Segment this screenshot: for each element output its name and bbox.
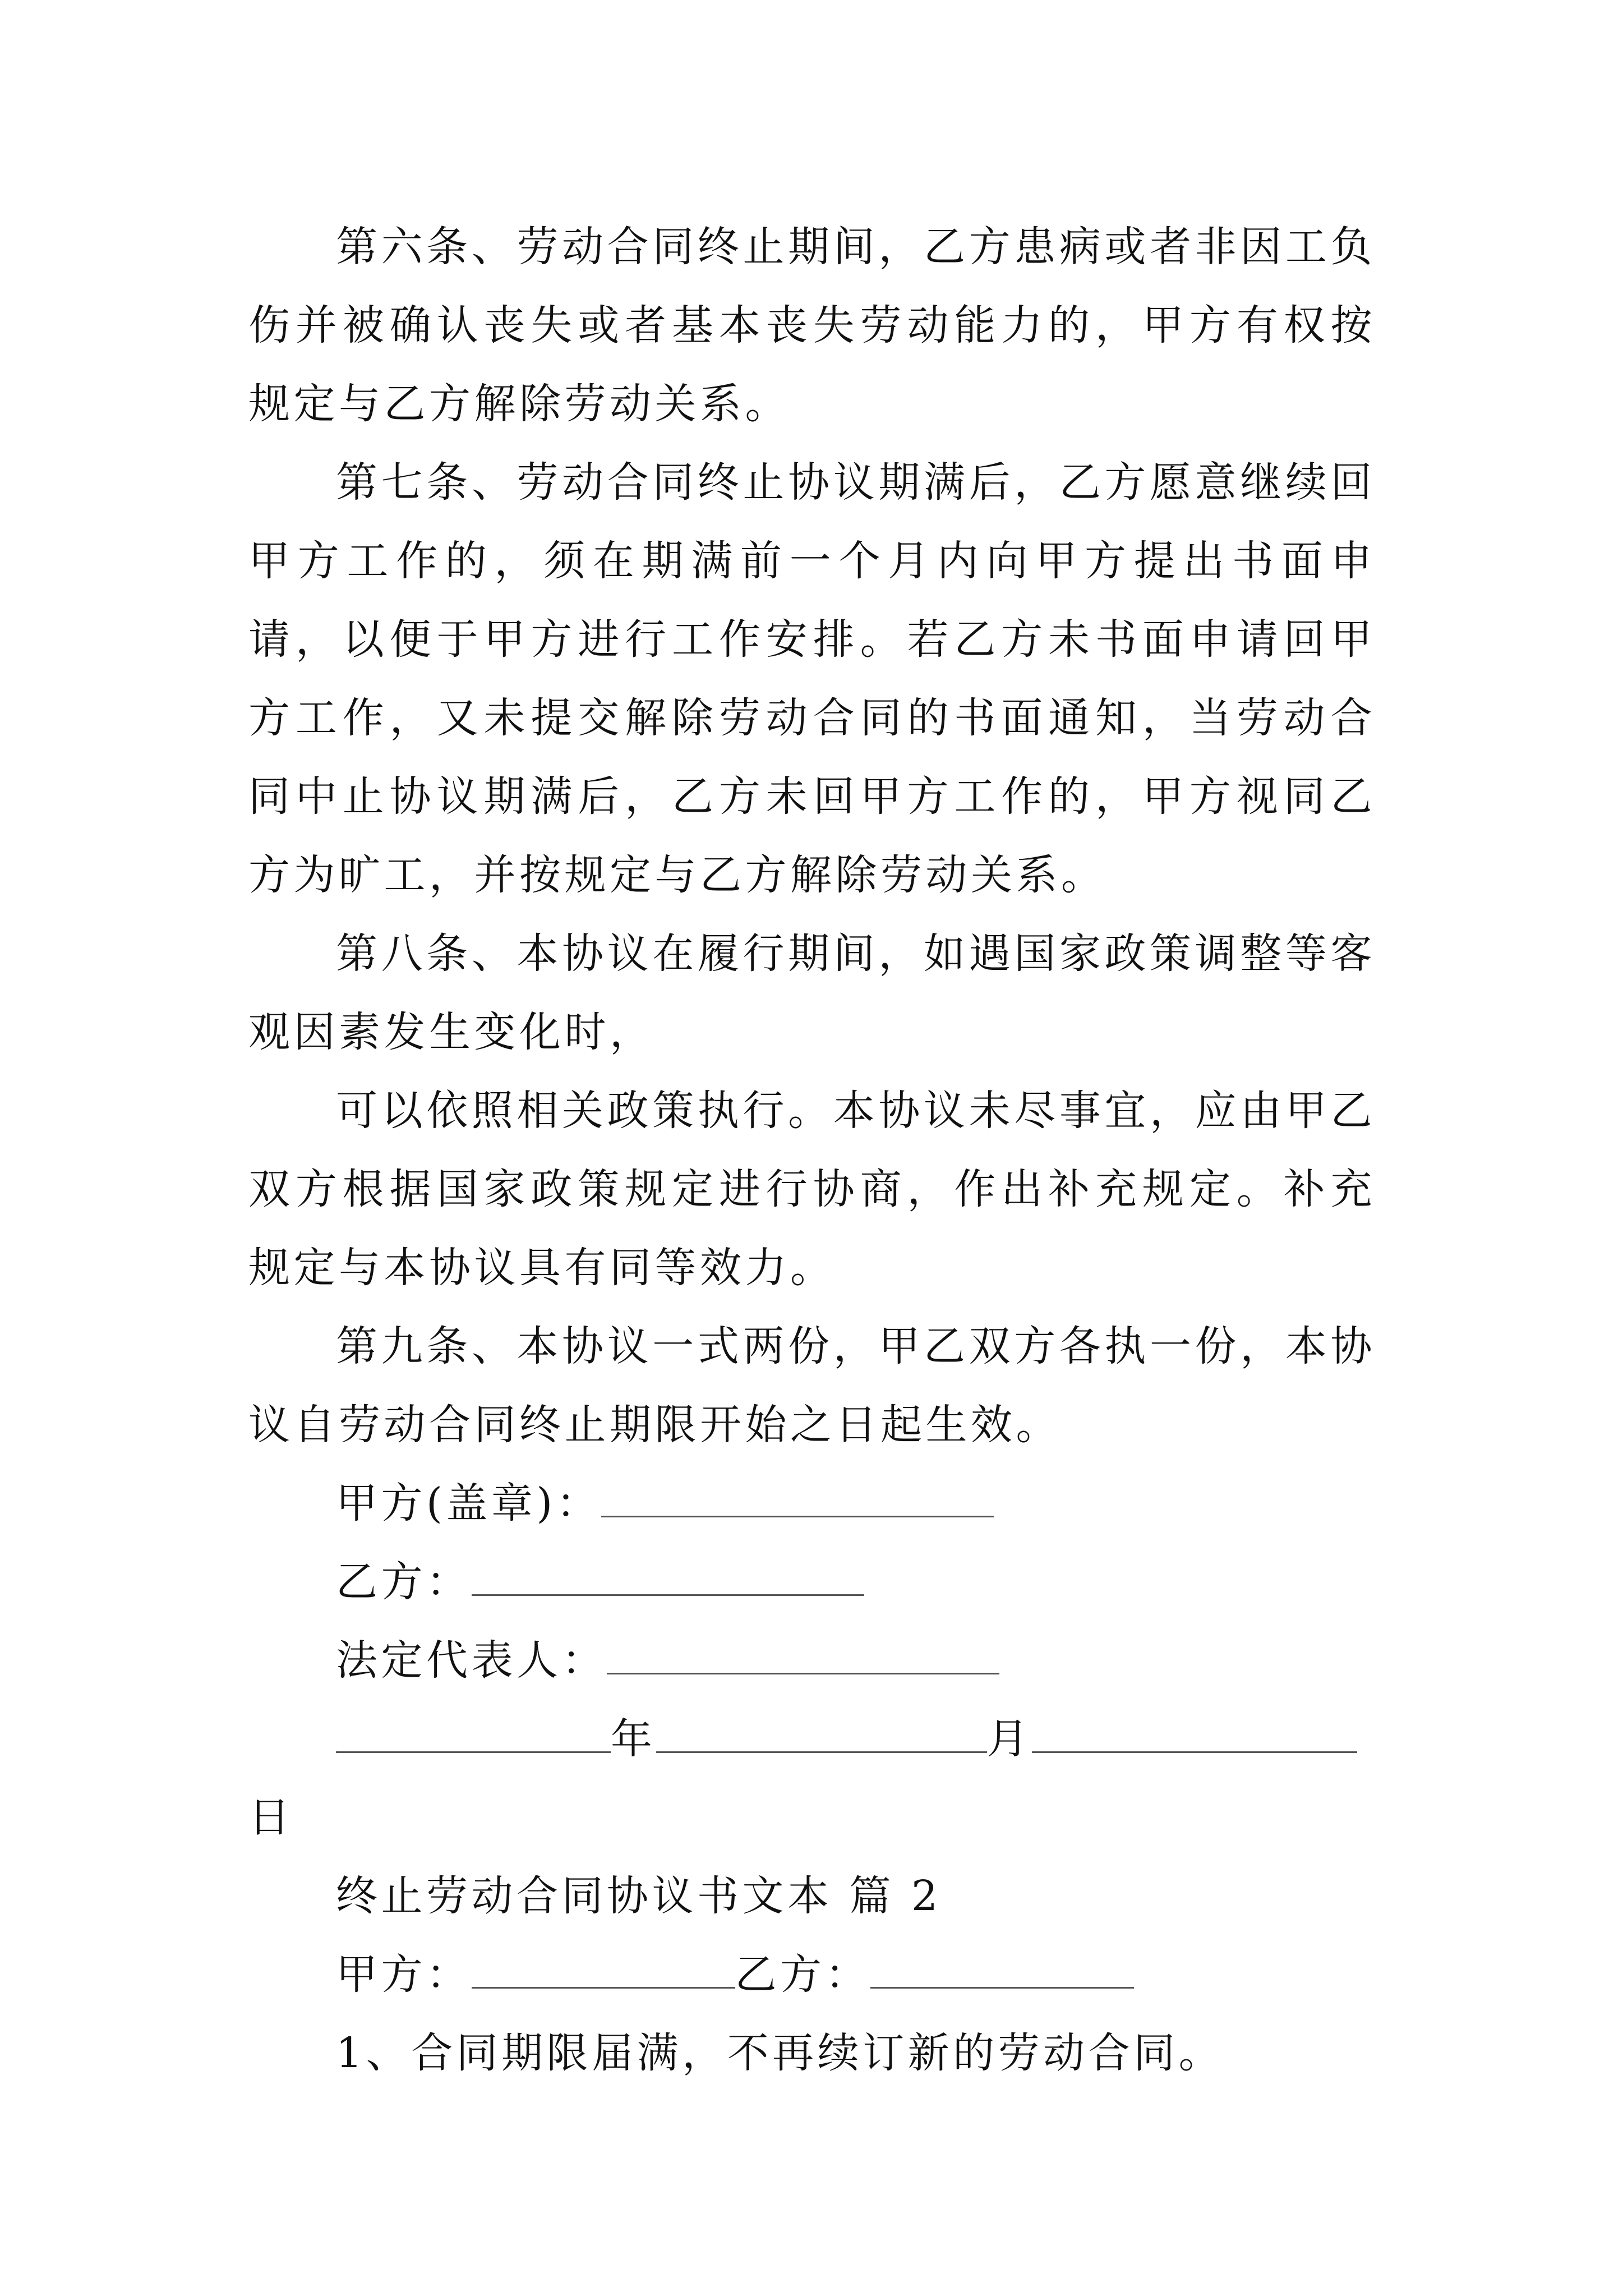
- article-7: 第七条、劳动合同终止协议期满后，乙方愿意继续回甲方工作的，须在期满前一个月内向甲方提出书面申请，以便于甲方进行工作安排。若乙方未书面申请回甲方工作，又未提交解除劳动合同的书面通知，当劳动合同中止协议期满后，乙方未回甲方工作的，甲方视同乙方为旷工，并按规定与乙方解除劳动关系。: [248, 458, 1376, 899]
- month-label: 月: [986, 1715, 1032, 1763]
- party-b-line: [248, 1543, 1376, 1621]
- section-2-title: [248, 1857, 1376, 1935]
- section-2-party-b-blank[interactable]: [870, 1951, 1134, 1989]
- party-a-seal-blank[interactable]: [601, 1480, 994, 1517]
- section-2-party-a-label: 甲方：: [336, 1950, 472, 1999]
- day-label: 日: [248, 1793, 294, 1842]
- section-2-item-1: [248, 2014, 1376, 2092]
- date-line: [248, 1700, 1376, 1778]
- section-2-party-b-label: 乙方：: [735, 1950, 870, 1999]
- day-line: [248, 1778, 1376, 1857]
- legal-rep-blank[interactable]: [607, 1637, 999, 1674]
- document-page: [248, 208, 1376, 2092]
- year-label: 年: [611, 1715, 656, 1763]
- article-8-part-1: 第八条、本协议在履行期间，如遇国家政策调整等客观因素发生变化时，: [248, 930, 1376, 1056]
- section-2-item-1-text: 1、合同期限届满，不再续订新的劳动合同。: [336, 2029, 1224, 2077]
- section-2-title-text: 终止劳动合同协议书文本 篇 2: [336, 1872, 942, 1920]
- day-blank[interactable]: [1032, 1715, 1357, 1753]
- section-2-parties-line: [248, 1935, 1376, 2014]
- party-b-blank[interactable]: [472, 1558, 864, 1596]
- article-8-part-2: 可以依照相关政策执行。本协议未尽事宜，应由甲乙双方根据国家政策规定进行协商，作出补充规定。补充规定与本协议具有同等效力。: [248, 1087, 1376, 1292]
- month-blank[interactable]: [656, 1715, 987, 1753]
- section-2-party-a-blank[interactable]: [472, 1951, 735, 1989]
- article-9: 第九条、本协议一式两份，甲乙双方各执一份，本协议自劳动合同终止期限开始之日起生效。: [248, 1322, 1376, 1449]
- party-a-seal-label: 甲方(盖章)：: [336, 1479, 602, 1527]
- legal-rep-line: [248, 1621, 1376, 1700]
- party-a-seal-line: [248, 1464, 1376, 1543]
- legal-rep-label: 法定代表人：: [336, 1636, 607, 1685]
- party-b-label: 乙方：: [336, 1558, 472, 1606]
- year-blank[interactable]: [336, 1715, 611, 1753]
- article-6: 第六条、劳动合同终止期间，乙方患病或者非因工负伤并被确认丧失或者基本丧失劳动能力的，甲方有权按规定与乙方解除劳动关系。: [248, 223, 1376, 428]
